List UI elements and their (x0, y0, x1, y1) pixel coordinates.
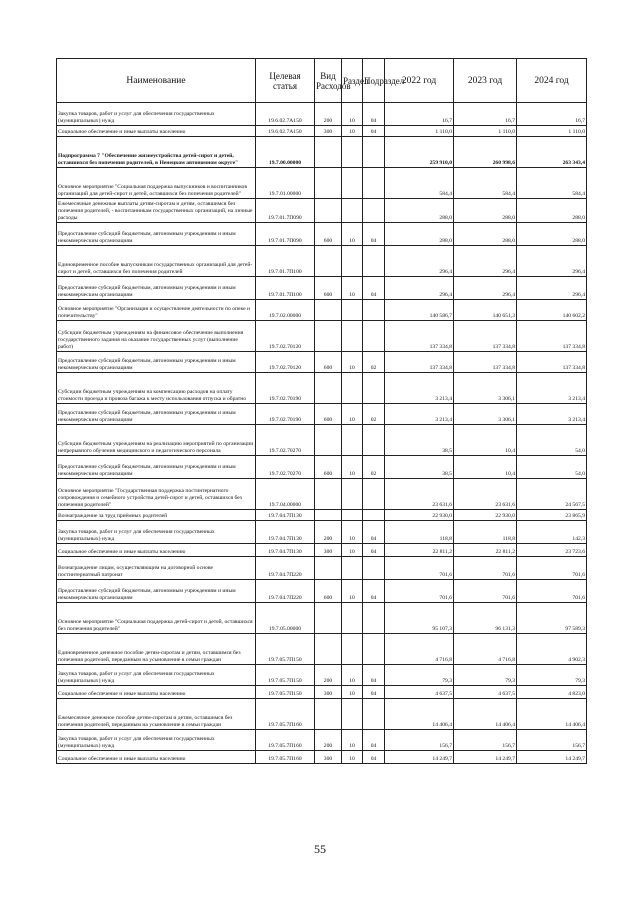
row-target-article: 19.7.05.7П150 (256, 634, 315, 665)
header-expense-type: Вид Расходов (315, 59, 342, 103)
row-value-2023: 701,6 (454, 580, 517, 603)
row-value-2024: 3 213,4 (517, 404, 587, 425)
row-target-article: 19.6.02.7А150 (256, 103, 315, 126)
row-expense-type: 200 (315, 665, 342, 686)
header-year-2023: 2023 год (454, 59, 517, 103)
row-value-2022: 4 637,5 (385, 686, 454, 699)
row-value-2024: 97 589,3 (517, 603, 587, 634)
row-expense-type (315, 300, 342, 321)
row-target-article: 19.7.01.7П090 (256, 223, 315, 246)
row-section (342, 425, 363, 456)
row-subsection (363, 603, 385, 634)
row-value-2024: 14 406,4 (517, 699, 587, 730)
row-value-2023: 23 631,6 (454, 479, 517, 510)
row-value-2024: 79,3 (517, 665, 587, 686)
row-expense-type (315, 603, 342, 634)
row-name: Предоставление субсидий бюджетным, автономным учреждениям и иным некоммерческим организациям (57, 580, 256, 603)
table-row (57, 580, 587, 603)
header-subsection: Подраздел (363, 59, 385, 103)
row-value-2023: 701,6 (454, 557, 517, 580)
table-row (57, 352, 587, 373)
row-name: Предоставление субсидий бюджетным, автономным учреждениям и иным некоммерческим организациям (57, 352, 256, 373)
row-value-2022: 288,0 (385, 223, 454, 246)
row-expense-type (315, 137, 342, 168)
row-value-2024: 296,4 (517, 246, 587, 277)
row-subsection (363, 246, 385, 277)
row-name: Основное мероприятие "Государственная поддержка постинтернатного сопровождения и семейного устройства детей-сирот и детей, оставшихся без попечения родителей" (57, 479, 256, 510)
row-section (342, 168, 363, 199)
row-target-article: 19.7.05.7П150 (256, 665, 315, 686)
row-name: Вознаграждение за труд приёмных родителей (57, 510, 256, 521)
row-section: 10 (342, 730, 363, 751)
row-value-2024: 288,0 (517, 199, 587, 223)
table-row (57, 544, 587, 557)
row-value-2022: 22 930,0 (385, 510, 454, 521)
row-name: Вознаграждение лицам, осуществляющим на договорной основе постинтернатный патронат (57, 557, 256, 580)
row-expense-type: 600 (315, 404, 342, 425)
row-section: 10 (342, 544, 363, 557)
row-target-article: 19.7.01.7П090 (256, 199, 315, 223)
row-value-2024: 4 823,0 (517, 686, 587, 699)
row-value-2023: 584,4 (454, 168, 517, 199)
row-subsection (363, 634, 385, 665)
row-subsection (363, 510, 385, 521)
row-value-2024: 54,0 (517, 456, 587, 479)
row-name: Закупка товаров, работ и услуг для обеспечения государственных (муниципальных) нужд (57, 665, 256, 686)
row-target-article: 19.7.04.00000 (256, 479, 315, 510)
table-row (57, 168, 587, 199)
row-expense-type (315, 321, 342, 352)
row-subsection: 04 (363, 580, 385, 603)
row-value-2024: 701,6 (517, 557, 587, 580)
header-target-article: Целевая статья (256, 59, 315, 103)
row-value-2023: 260 998,6 (454, 137, 517, 168)
row-value-2024: 14 249,7 (517, 751, 587, 764)
row-expense-type (315, 373, 342, 404)
row-subsection (363, 300, 385, 321)
row-expense-type: 600 (315, 277, 342, 300)
row-value-2023: 140 651,3 (454, 300, 517, 321)
row-subsection: 02 (363, 456, 385, 479)
row-expense-type: 600 (315, 352, 342, 373)
table-row (57, 373, 587, 404)
row-name: Основное мероприятие "Организация и осуществление деятельности по опеке и попечительству" (57, 300, 256, 321)
row-value-2024: 296,4 (517, 277, 587, 300)
row-section (342, 373, 363, 404)
row-value-2022: 701,6 (385, 557, 454, 580)
row-name: Закупка товаров, работ и услуг для обеспечения государственных (муниципальных) нужд (57, 730, 256, 751)
row-section (342, 321, 363, 352)
row-value-2022: 4 716,8 (385, 634, 454, 665)
table-row (57, 686, 587, 699)
row-name: Субсидии бюджетным учреждениям на компенсацию расходов на оплату стоимости проезда и провоза багажа к месту использования отпуска и обратно (57, 373, 256, 404)
row-value-2024: 1 110,0 (517, 126, 587, 137)
row-value-2024: 3 213,4 (517, 373, 587, 404)
row-value-2024: 701,6 (517, 580, 587, 603)
table-row (57, 404, 587, 425)
row-subsection: 04 (363, 686, 385, 699)
row-target-article: 19.7.05.00000 (256, 603, 315, 634)
row-value-2024: 142,3 (517, 521, 587, 544)
row-target-article: 19.6.02.7А150 (256, 126, 315, 137)
table-row (57, 510, 587, 521)
row-value-2022: 14 406,4 (385, 699, 454, 730)
row-value-2024: 137 334,8 (517, 321, 587, 352)
row-subsection (363, 137, 385, 168)
table-row (57, 277, 587, 300)
row-section (342, 510, 363, 521)
row-name: Субсидии бюджетным учреждениям на финансовое обеспечение выполнения государственного задания на оказание государственных услуг (выполнение работ) (57, 321, 256, 352)
row-expense-type: 200 (315, 103, 342, 126)
row-target-article: 19.7.05.7П160 (256, 730, 315, 751)
row-subsection (363, 557, 385, 580)
table-row (57, 246, 587, 277)
row-name: Единовременное пособие выпускникам государственных организаций для детей-сирот и детей, оставшихся без попечения родителей (57, 246, 256, 277)
row-value-2022: 584,4 (385, 168, 454, 199)
row-expense-type (315, 634, 342, 665)
row-section: 10 (342, 277, 363, 300)
row-value-2022: 38,5 (385, 456, 454, 479)
row-name: Социальное обеспечение и иные выплаты населению (57, 686, 256, 699)
row-section (342, 603, 363, 634)
row-target-article: 19.7.02.70120 (256, 321, 315, 352)
row-section (342, 137, 363, 168)
row-expense-type (315, 425, 342, 456)
row-name: Закупка товаров, работ и услуг для обеспечения государственных (муниципальных) нужд (57, 103, 256, 126)
row-section: 10 (342, 751, 363, 764)
row-section (342, 199, 363, 223)
table-row (57, 634, 587, 665)
row-name: Предоставление субсидий бюджетным, автономным учреждениям и иным некоммерческим организациям (57, 277, 256, 300)
row-value-2022: 38,5 (385, 425, 454, 456)
table-row (57, 300, 587, 321)
row-target-article: 19.7.02.70270 (256, 425, 315, 456)
row-subsection (363, 479, 385, 510)
row-value-2023: 156,7 (454, 730, 517, 751)
row-value-2024: 16,7 (517, 103, 587, 126)
row-value-2022: 118,8 (385, 521, 454, 544)
row-section: 10 (342, 665, 363, 686)
row-value-2023: 3 306,1 (454, 373, 517, 404)
row-name: Единовременное денежное пособие детям-сиротам и детям, оставшимся без попечения родителей, переданным на усыновление в семьи граждан (57, 634, 256, 665)
row-target-article: 19.7.04.7П220 (256, 580, 315, 603)
budget-table (56, 58, 587, 764)
row-value-2022: 22 811,2 (385, 544, 454, 557)
row-value-2022: 296,4 (385, 246, 454, 277)
page-number: 55 (314, 842, 326, 856)
header-name: Наименование (57, 59, 256, 103)
row-target-article: 19.7.04.7П220 (256, 557, 315, 580)
row-expense-type (315, 510, 342, 521)
row-name: Ежемесячные денежные выплаты детям-сиротам и детям, оставшимся без попечения родителей, - воспитанникам государственных организаций, на личные расходы (57, 199, 256, 223)
row-section: 10 (342, 580, 363, 603)
row-value-2023: 137 334,8 (454, 352, 517, 373)
table-body (57, 103, 587, 764)
row-value-2023: 22 811,2 (454, 544, 517, 557)
row-name: Социальное обеспечение и иные выплаты населению (57, 126, 256, 137)
row-subsection: 02 (363, 352, 385, 373)
row-value-2023: 22 930,0 (454, 510, 517, 521)
row-subsection: 04 (363, 665, 385, 686)
row-expense-type (315, 479, 342, 510)
row-value-2022: 137 334,8 (385, 321, 454, 352)
table-row (57, 730, 587, 751)
row-value-2024: 263 343,4 (517, 137, 587, 168)
row-value-2023: 288,0 (454, 199, 517, 223)
row-section: 10 (342, 404, 363, 425)
table-row (57, 456, 587, 479)
row-value-2024: 23 865,9 (517, 510, 587, 521)
row-subsection: 02 (363, 404, 385, 425)
row-section (342, 699, 363, 730)
row-value-2023: 10,4 (454, 425, 517, 456)
row-value-2024: 156,7 (517, 730, 587, 751)
row-value-2023: 296,4 (454, 246, 517, 277)
row-value-2023: 16,7 (454, 103, 517, 126)
row-target-article: 19.7.02.70190 (256, 404, 315, 425)
row-value-2023: 10,4 (454, 456, 517, 479)
table-row (57, 557, 587, 580)
row-subsection (363, 699, 385, 730)
row-value-2022: 3 213,4 (385, 404, 454, 425)
row-target-article: 19.7.05.7П150 (256, 686, 315, 699)
row-value-2024: 584,4 (517, 168, 587, 199)
row-name: Подпрограмма 7 "Обеспечение жизнеустройства детей-сирот и детей, оставшихся без попечения родителей, в Ненецком автономном округе" (57, 137, 256, 168)
row-target-article: 19.7.02.70190 (256, 373, 315, 404)
row-section: 10 (342, 686, 363, 699)
row-expense-type: 600 (315, 223, 342, 246)
row-subsection: 04 (363, 544, 385, 557)
row-expense-type: 200 (315, 521, 342, 544)
row-subsection: 04 (363, 277, 385, 300)
row-section (342, 634, 363, 665)
row-subsection (363, 199, 385, 223)
row-value-2022: 288,0 (385, 199, 454, 223)
row-value-2023: 288,0 (454, 223, 517, 246)
row-value-2023: 14 406,4 (454, 699, 517, 730)
budget-table-container (56, 58, 586, 764)
row-name: Основное мероприятие "Социальная поддержка детей-сирот и детей, оставшихся без попечения родителей" (57, 603, 256, 634)
row-value-2022: 79,3 (385, 665, 454, 686)
row-section: 10 (342, 521, 363, 544)
row-target-article: 19.7.02.70120 (256, 352, 315, 373)
row-expense-type: 600 (315, 580, 342, 603)
row-value-2024: 140 602,2 (517, 300, 587, 321)
row-value-2022: 14 249,7 (385, 751, 454, 764)
row-name: Закупка товаров, работ и услуг для обеспечения государственных (муниципальных) нужд (57, 521, 256, 544)
row-name: Социальное обеспечение и иные выплаты населению (57, 544, 256, 557)
table-row (57, 521, 587, 544)
row-target-article: 19.7.04.7П130 (256, 521, 315, 544)
row-target-article: 19.7.02.70270 (256, 456, 315, 479)
table-row (57, 137, 587, 168)
row-value-2023: 118,8 (454, 521, 517, 544)
row-expense-type: 300 (315, 544, 342, 557)
row-target-article: 19.7.01.7П100 (256, 246, 315, 277)
row-subsection: 04 (363, 521, 385, 544)
row-section (342, 246, 363, 277)
row-value-2023: 1 110,0 (454, 126, 517, 137)
row-expense-type (315, 699, 342, 730)
row-value-2023: 96 131,3 (454, 603, 517, 634)
row-subsection: 04 (363, 103, 385, 126)
row-value-2024: 24 567,5 (517, 479, 587, 510)
row-subsection (363, 425, 385, 456)
row-name: Субсидии бюджетным учреждениям на реализацию мероприятий по организации непрерывного обучения медицинского и педагогического персонала (57, 425, 256, 456)
row-expense-type (315, 557, 342, 580)
row-section (342, 479, 363, 510)
row-section: 10 (342, 223, 363, 246)
row-expense-type: 200 (315, 730, 342, 751)
row-name: Основное мероприятие "Социальная поддержка выпускников и воспитанников организаций для детей-сирот и детей, оставшихся без попечения родителей" (57, 168, 256, 199)
row-name: Предоставление субсидий бюджетным, автономным учреждениям и иным некоммерческим организациям (57, 456, 256, 479)
header-section: Раздел (342, 59, 363, 103)
row-value-2024: 4 902,3 (517, 634, 587, 665)
row-expense-type: 600 (315, 456, 342, 479)
table-row (57, 751, 587, 764)
row-name: Социальное обеспечение и иные выплаты населению (57, 751, 256, 764)
row-value-2022: 296,4 (385, 277, 454, 300)
row-target-article: 19.7.05.7П160 (256, 751, 315, 764)
row-expense-type (315, 168, 342, 199)
row-subsection: 04 (363, 126, 385, 137)
row-name: Ежемесячное денежное пособие детям-сиротам и детям, оставшимся без попечения родителей, переданным на усыновление в семьи граждан (57, 699, 256, 730)
row-value-2023: 79,3 (454, 665, 517, 686)
row-value-2022: 95 107,3 (385, 603, 454, 634)
row-expense-type (315, 246, 342, 277)
table-row (57, 103, 587, 126)
row-subsection (363, 168, 385, 199)
table-row (57, 223, 587, 246)
row-value-2024: 23 723,6 (517, 544, 587, 557)
row-target-article: 19.7.04.7П130 (256, 544, 315, 557)
row-subsection (363, 321, 385, 352)
table-row (57, 321, 587, 352)
row-expense-type (315, 199, 342, 223)
row-value-2023: 14 249,7 (454, 751, 517, 764)
row-value-2023: 137 334,8 (454, 321, 517, 352)
row-expense-type: 300 (315, 751, 342, 764)
row-section: 10 (342, 103, 363, 126)
row-subsection: 04 (363, 223, 385, 246)
row-target-article: 19.7.04.7П130 (256, 510, 315, 521)
table-row (57, 199, 587, 223)
row-value-2022: 137 334,8 (385, 352, 454, 373)
row-expense-type: 300 (315, 126, 342, 137)
row-target-article: 19.7.01.00000 (256, 168, 315, 199)
row-expense-type: 300 (315, 686, 342, 699)
row-value-2024: 288,0 (517, 223, 587, 246)
row-value-2022: 16,7 (385, 103, 454, 126)
row-section: 10 (342, 126, 363, 137)
row-name: Предоставление субсидий бюджетным, автономным учреждениям и иным некоммерческим организациям (57, 223, 256, 246)
row-subsection: 04 (363, 730, 385, 751)
row-value-2022: 259 910,0 (385, 137, 454, 168)
row-target-article: 19.7.02.00000 (256, 300, 315, 321)
row-value-2022: 156,7 (385, 730, 454, 751)
row-value-2022: 1 110,0 (385, 126, 454, 137)
header-year-2022: 2022 год (385, 59, 454, 103)
row-target-article: 19.7.05.7П160 (256, 699, 315, 730)
table-row (57, 699, 587, 730)
header-year-2024: 2024 год (517, 59, 587, 103)
row-value-2023: 3 306,1 (454, 404, 517, 425)
row-value-2023: 4 637,5 (454, 686, 517, 699)
table-row (57, 479, 587, 510)
row-value-2022: 23 631,6 (385, 479, 454, 510)
row-section: 10 (342, 352, 363, 373)
row-target-article: 19.7.01.7П100 (256, 277, 315, 300)
table-row (57, 126, 587, 137)
table-row (57, 665, 587, 686)
table-row (57, 425, 587, 456)
table-header-row (57, 59, 587, 103)
row-subsection (363, 373, 385, 404)
row-subsection: 04 (363, 751, 385, 764)
row-value-2024: 137 334,8 (517, 352, 587, 373)
row-section: 10 (342, 456, 363, 479)
row-target-article: 19.7.00.00000 (256, 137, 315, 168)
row-value-2023: 296,4 (454, 277, 517, 300)
row-value-2023: 4 716,8 (454, 634, 517, 665)
row-value-2024: 54,0 (517, 425, 587, 456)
row-value-2022: 140 586,7 (385, 300, 454, 321)
table-row (57, 603, 587, 634)
row-name: Предоставление субсидий бюджетным, автономным учреждениям и иным некоммерческим организациям (57, 404, 256, 425)
row-value-2022: 701,6 (385, 580, 454, 603)
row-section (342, 557, 363, 580)
row-value-2022: 3 213,4 (385, 373, 454, 404)
row-section (342, 300, 363, 321)
